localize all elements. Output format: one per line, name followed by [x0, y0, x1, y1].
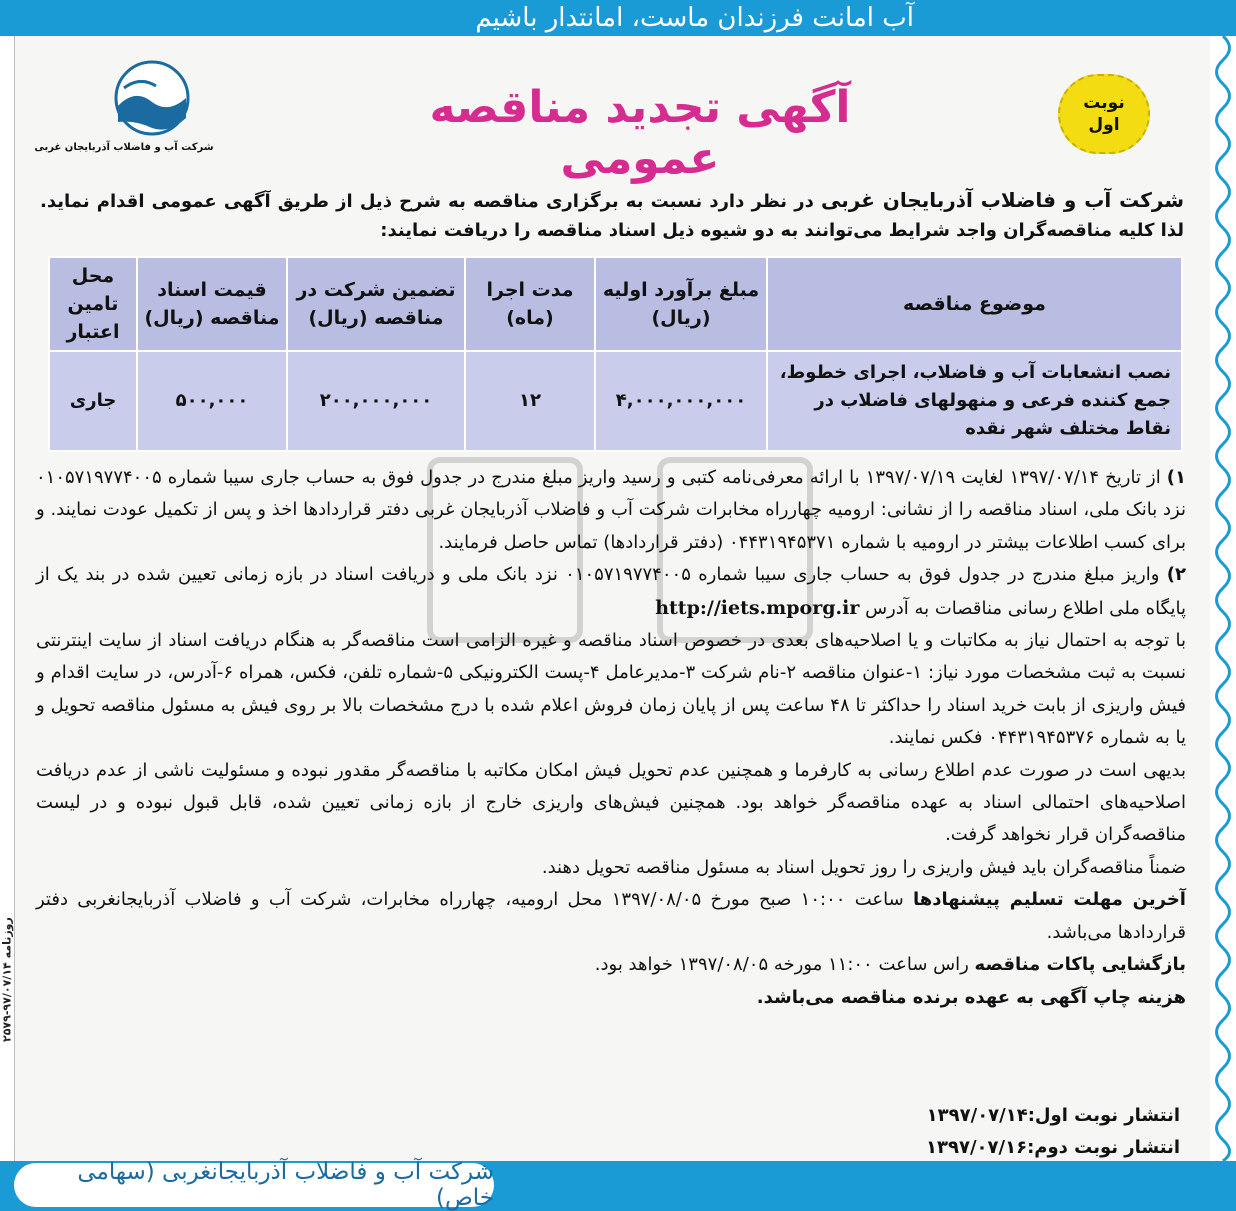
- paragraph-5: ضمناً مناقصه‌گران باید فیش واریزی را روز تحویل اسناد به مسئول مناقصه تحویل دهند.: [541, 856, 1186, 878]
- publication-dates: [860, 1100, 1180, 1164]
- paragraph-4: بدیهی است در صورت عدم اطلاع رسانی به کارفرما و همچنین عدم تحویل فیش امکان مکاتبه با مناقصه‌گر مقدور نبوده و مسئولیت ناشی از عدم دریافت اصلاحیه‌های احتمالی اسناد به عهده مناقصه‌گر خواهد بود. همچنین فیش‌های واریزی خارج از بازه زمانی تعیین شده، قابل قبول نبوده و در لیست مناقصه‌گران قرار نخواهد گرفت.: [36, 759, 1186, 846]
- badge-line1: نوبت: [1083, 93, 1125, 113]
- paragraph-6: [36, 884, 1186, 949]
- paragraph-8: هزینه چاپ آگهی به عهده برنده مناقصه می‌باشد.: [756, 986, 1186, 1008]
- paragraph-3: با توجه به احتمال نیاز به مکاتبات و یا اصلاحیه‌های بعدی در خصوص اسناد مناقصه و غیره الزامی است مناقصه‌گر به هنگام دریافت اسناد از سایت اینترنتی نسبت به ثبت مشخصات مورد نیاز: ۱-عنوان مناقصه ۲-نام شرکت ۳-مدیرعامل ۴-پست الکترونیکی ۵-شماره تلفن، فکس، همراه ۶-آدرس، در سایت اقدام و فیش واریزی از بابت خرید اسناد را حداکثر تا ۴۸ ساعت پس از پایان زمان فروش اعلام شده با درج مشخصات بالا بر روی فیش به مسئول مناقصه تحویل و یا به شماره ۰۴۴۳۱۹۴۵۳۷۶ فکس نمایند.: [36, 630, 1187, 749]
- decorative-wave-border: [1210, 36, 1236, 1161]
- header-slogan: آب امانت فرزندان ماست، امانتدار باشیم: [475, 3, 914, 33]
- table-row: [49, 351, 1182, 451]
- col-guarantee: تضمین شرکت در مناقصه (ریال): [287, 257, 465, 351]
- tender-url-link[interactable]: http://iets.mporg.ir: [655, 596, 860, 619]
- intro-text: در نظر دارد نسبت به برگزاری مناقصه به شرح ذیل از طریق آگهی عمومی اقدام نماید. لذا کلیه مناقصه‌گران واجد شرایط می‌توانند به دو شیوه ذیل اسناد مناقصه را دریافت نمایند:: [40, 191, 1184, 241]
- paragraph-7: [36, 949, 1186, 981]
- round-badge: [1058, 74, 1150, 154]
- col-subject: موضوع مناقصه: [767, 257, 1182, 351]
- col-estimate: مبلغ برآورد اولیه (ریال): [595, 257, 767, 351]
- first-pub-label: انتشار نوبت اول:: [1027, 1105, 1180, 1126]
- second-pub-label: انتشار نوبت دوم:: [1027, 1137, 1180, 1158]
- opening-label: بازگشایی پاکات مناقصه: [974, 954, 1186, 976]
- tender-table: [48, 256, 1183, 452]
- ad-title: آگهی تجدید مناقصه عمومی: [429, 82, 851, 184]
- paragraph-2: [36, 559, 1186, 625]
- p1-text: از تاریخ ۱۳۹۷/۰۷/۱۴ لغایت ۱۳۹۷/۰۷/۱۹ با ارائه معرفی‌نامه کتبی و رسید واریز مبلغ مندرج در جدول فوق به حساب جاری سیبا شماره ۰۱۰۵۷۱۹۷۷۴۰۰۵ نزد بانک ملی، اسناد مناقصه را از نشانی: ارومیه چهارراه مخابرات شرکت آب و فاضلاب آذربایجان غربی دفتر قراردادها اخذ و پس از تکمیل عودت نمایند. و برای کسب اطلاعات بیشتر در ارومیه با شماره ۰۴۴۳۱۹۴۵۳۷۱ (دفتر قراردادها) تماس حاصل فرمایند.: [36, 467, 1186, 553]
- p1-number: ۱): [1166, 467, 1186, 488]
- deadline-label: آخرین مهلت تسلیم پیشنهادها: [912, 889, 1186, 911]
- opening-text: راس ساعت ۱۱:۰۰ مورخه ۱۳۹۷/۰۸/۰۵ خواهد بود.: [594, 954, 975, 976]
- company-name: شرکت آب و فاضلاب آذربایجان غربی: [821, 188, 1184, 212]
- col-funding: محل تامین اعتبار: [49, 257, 137, 351]
- first-publication: [860, 1100, 1180, 1132]
- cell-estimate: ۴,۰۰۰,۰۰۰,۰۰۰: [595, 351, 767, 451]
- cell-funding: جاری: [49, 351, 137, 451]
- p2-number: ۲): [1166, 564, 1186, 586]
- p2-text: واریز مبلغ مندرج در جدول فوق به حساب جاری سیبا شماره ۰۱۰۵۷۱۹۷۷۴۰۰۵ نزد بانک ملی و دریافت اسناد در بازه زمانی تعیین شده در بند یک از پایگاه ملی اطلاع رسانی مناقصات به آدرس: [36, 564, 1186, 619]
- intro-paragraph: [40, 186, 1184, 245]
- footer-company: شرکت آب و فاضلاب آذربایجانغربی (سهامی خاص): [14, 1163, 494, 1207]
- cell-doc-price: ۵۰۰,۰۰۰: [137, 351, 287, 451]
- badge-line2: اول: [1088, 115, 1120, 135]
- side-strip-text: روزنامه ۹۷/۰۷/۱۴-۲۵۷۹: [0, 917, 14, 1043]
- first-pub-date: ۱۳۹۷/۰۷/۱۴: [926, 1105, 1028, 1126]
- cell-subject: نصب انشعابات آب و فاضلاب، اجرای خطوط، جمع کننده فرعی و منهولهای فاضلاب در نقاط مختلف شهر نقده: [767, 351, 1182, 451]
- col-duration: مدت اجرا (ماه): [465, 257, 595, 351]
- deadline-text: ساعت ۱۰:۰۰ صبح مورخ ۱۳۹۷/۰۸/۰۵ محل ارومیه، چهارراه مخابرات، شرکت آب و فاضلاب آذربایجانغربی دفتر قراردادها می‌باشد.: [36, 889, 1186, 943]
- col-doc-price: قیمت اسناد مناقصه (ریال): [137, 257, 287, 351]
- logo-caption: شرکت آب و فاضلاب آذربایجان غربی: [34, 142, 214, 153]
- cell-guarantee: ۲۰۰,۰۰۰,۰۰۰: [287, 351, 465, 451]
- second-pub-date: ۱۳۹۷/۰۷/۱۶: [926, 1137, 1028, 1158]
- header-slogan-bar: [0, 0, 1236, 36]
- second-publication: [860, 1132, 1180, 1164]
- cell-duration: ۱۲: [465, 351, 595, 451]
- table-header-row: [49, 257, 1182, 351]
- ad-body: [36, 462, 1186, 1014]
- paragraph-1: [36, 462, 1186, 559]
